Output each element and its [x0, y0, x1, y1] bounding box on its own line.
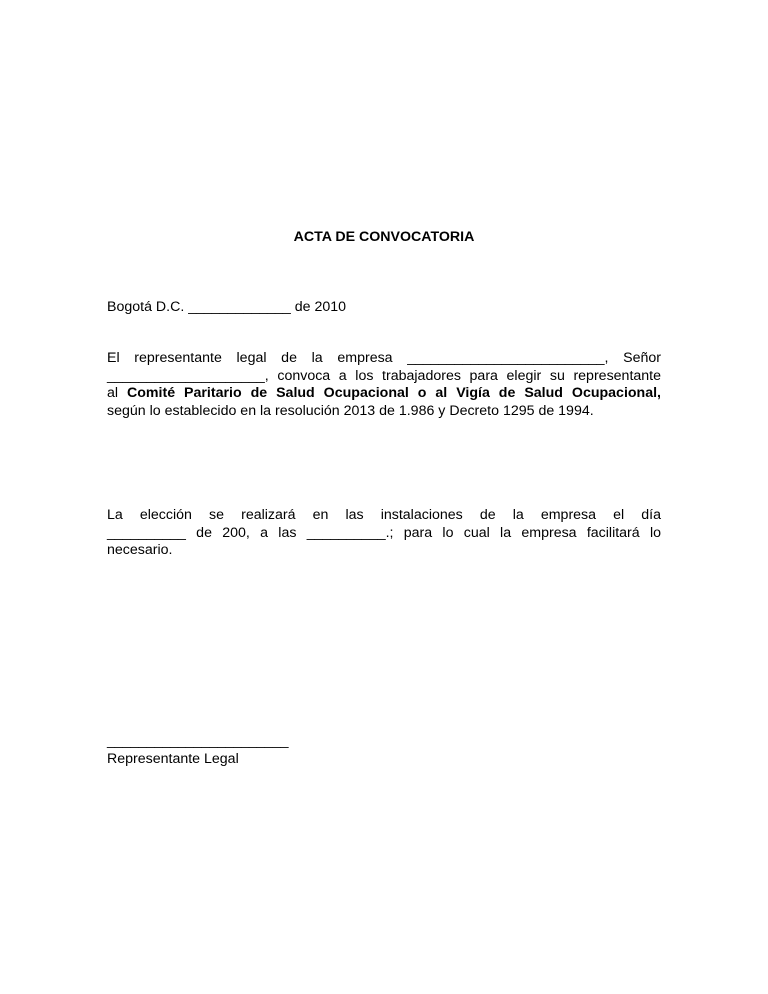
committee-name: Comité Paritario de Salud Ocupacional o al Vigía de Salud Ocupacional,	[127, 385, 661, 401]
date-line: Bogotá D.C. _____________ de 2010	[107, 299, 347, 315]
convocation-paragraph	[107, 350, 661, 420]
signature-label: Representante Legal	[107, 750, 239, 767]
paragraph1-line4: según lo establecido en la resolución 2013 de 1.986 y Decreto 1295 de 1994.	[107, 402, 594, 419]
signature-block	[107, 733, 661, 768]
paragraph1-line2: ____________________, convoca a los trabajadores para elegir su representante	[107, 367, 661, 384]
paragraph1-line3-prefix: al	[107, 385, 119, 401]
paragraph1-line3	[107, 385, 661, 403]
paragraph1-line1: El representante legal de la empresa _________________________, Señor	[107, 350, 661, 366]
election-paragraph	[107, 507, 661, 560]
document-title: ACTA DE CONVOCATORIA	[293, 229, 475, 245]
paragraph2-line1: La elección se realizará en las instalaciones de la empresa el día	[107, 507, 661, 523]
paragraph2-line3: necesario.	[107, 542, 173, 558]
signature-line: _______________________	[107, 733, 289, 749]
paragraph2-line2: __________ de 200, a las __________.; para lo cual la empresa facilitará lo	[107, 524, 661, 541]
